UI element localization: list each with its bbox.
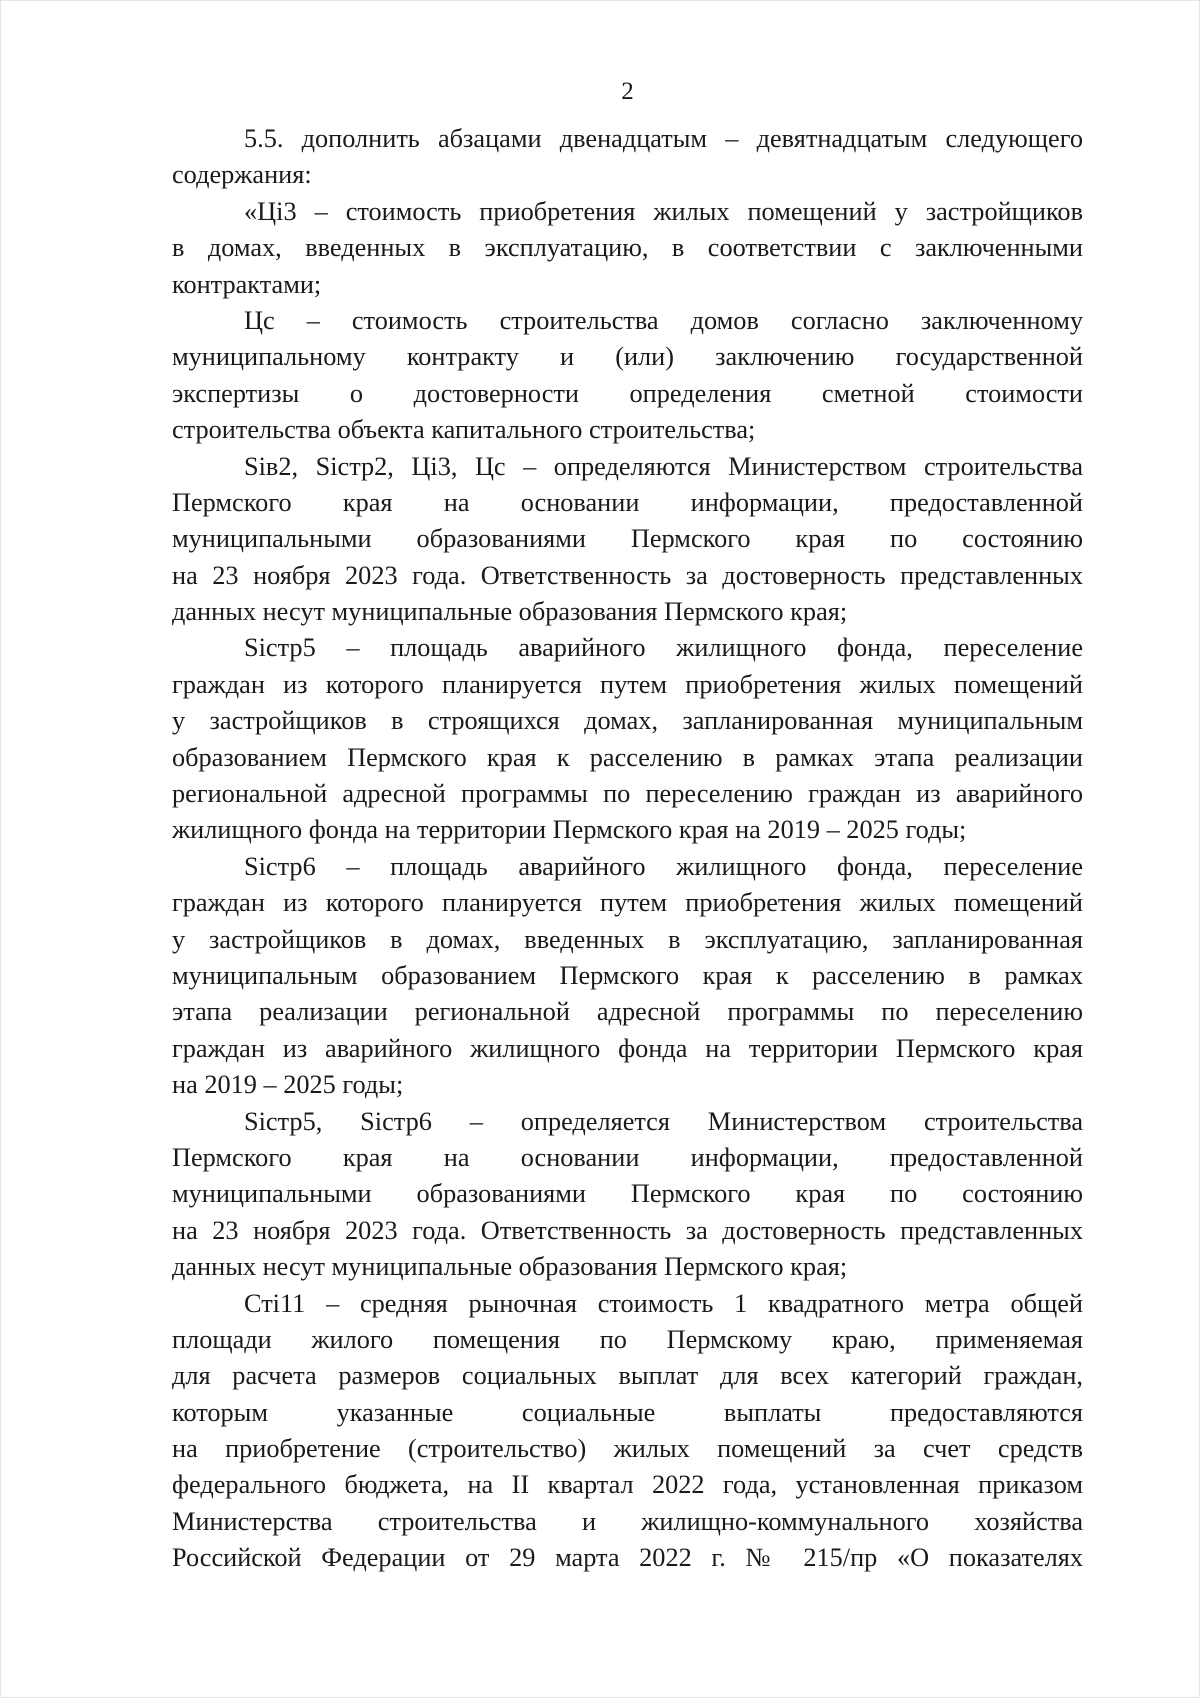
paragraph xyxy=(172,1286,1083,1577)
text-line: Цс – стоимость строительства домов согласно заключенному xyxy=(244,305,1083,335)
text-line: региональной адресной программы по переселению граждан из аварийного xyxy=(172,779,1083,809)
text-line: площади жилого помещения по Пермскому краю, применяемая xyxy=(172,1324,1083,1354)
text-line: экспертизы о достоверности определения сметной стоимости xyxy=(172,378,1083,408)
text-line: жилищного фонда на территории Пермского края на 2019 – 2025 годы; xyxy=(172,815,967,845)
text-line: федерального бюджета, на II квартал 2022 года, установленная приказом xyxy=(172,1470,1083,1500)
paragraph xyxy=(172,1104,1083,1286)
text-line: граждан из которого планируется путем приобретения жилых помещений xyxy=(172,669,1083,699)
text-line: контрактами; xyxy=(172,269,322,299)
text-line: которым указанные социальные выплаты предоставляются xyxy=(172,1397,1083,1427)
text-line: Стi11 – средняя рыночная стоимость 1 квадратного метра общей xyxy=(244,1288,1083,1318)
text-line: данных несут муниципальные образования Пермского края; xyxy=(172,1252,848,1282)
page-number: 2 xyxy=(621,78,634,105)
text-line: на 23 ноября 2023 года. Ответственность за достоверность представленных xyxy=(172,1215,1083,1245)
text-line: в домах, введенных в эксплуатацию, в соответствии с заключенными xyxy=(172,233,1083,263)
text-line: Пермского края на основании информации, предоставленной xyxy=(172,1142,1083,1172)
text-line: Siв2, Siстр2, Цi3, Цс – определяются Министерством строительства xyxy=(244,451,1083,481)
text-line: муниципальными образованиями Пермского края по состоянию xyxy=(172,1179,1083,1209)
document-body xyxy=(172,121,1083,1577)
text-line: строительства объекта капитального строительства; xyxy=(172,415,756,445)
paragraph xyxy=(172,449,1083,631)
paragraph xyxy=(172,303,1083,449)
text-line: муниципальным образованием Пермского края к расселению в рамках xyxy=(172,960,1083,990)
text-line: у застройщиков в строящихся домах, запланированная муниципальным xyxy=(172,706,1083,736)
text-line: этапа реализации региональной адресной программы по переселению xyxy=(172,997,1083,1027)
paragraph xyxy=(172,849,1083,1104)
text-line: Siстр5 – площадь аварийного жилищного фонда, переселение xyxy=(244,633,1083,663)
text-line: Пермского края на основании информации, предоставленной xyxy=(172,487,1083,517)
text-line: Министерства строительства и жилищно-коммунального хозяйства xyxy=(172,1506,1083,1536)
text-line: муниципальными образованиями Пермского края по состоянию xyxy=(172,524,1083,554)
text-line: на 2019 – 2025 годы; xyxy=(172,1070,404,1100)
text-line: на приобретение (строительство) жилых помещений за счет средств xyxy=(172,1434,1083,1464)
paragraph xyxy=(172,194,1083,303)
text-line: содержания: xyxy=(172,160,312,190)
text-line: муниципальному контракту и (или) заключению государственной xyxy=(172,342,1083,372)
text-line: 5.5. дополнить абзацами двенадцатым – девятнадцатым следующего xyxy=(244,124,1083,153)
text-line: «Цi3 – стоимость приобретения жилых помещений у застройщиков xyxy=(244,196,1083,226)
text-line: Российской Федерации от 29 марта 2022 г. № 215/пр «О показателях xyxy=(172,1543,1083,1573)
text-line: на 23 ноября 2023 года. Ответственность за достоверность представленных xyxy=(172,560,1083,590)
text-line: данных несут муниципальные образования Пермского края; xyxy=(172,597,848,627)
text-line: Siстр5, Siстр6 – определяется Министерством строительства xyxy=(244,1106,1083,1136)
paragraph xyxy=(172,630,1083,848)
text-line: Siстр6 – площадь аварийного жилищного фонда, переселение xyxy=(244,851,1083,881)
paragraph xyxy=(172,121,1083,194)
text-line: граждан из которого планируется путем приобретения жилых помещений xyxy=(172,888,1083,918)
text-line: граждан из аварийного жилищного фонда на территории Пермского края xyxy=(172,1033,1083,1063)
text-line: у застройщиков в домах, введенных в эксплуатацию, запланированная xyxy=(172,924,1083,954)
text-line: образованием Пермского края к расселению в рамках этапа реализации xyxy=(172,742,1083,772)
text-line: для расчета размеров социальных выплат для всех категорий граждан, xyxy=(172,1361,1083,1391)
